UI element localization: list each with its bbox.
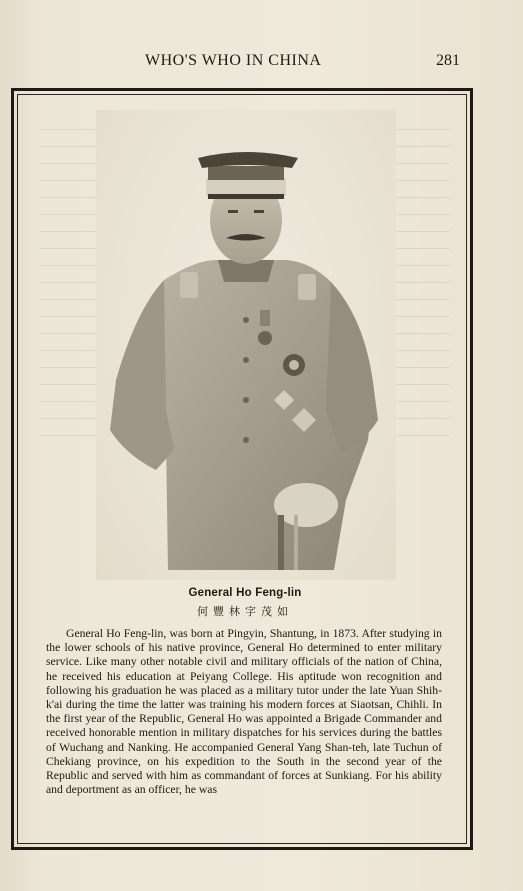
- portrait-caption: General Ho Feng-lin: [188, 587, 302, 599]
- page-number: 281: [436, 52, 460, 69]
- biography-paragraph: General Ho Feng-lin, was born at Pingyin, Shantung, in 1873. After studying in the lower schools of his native province, General Ho determined to enter military service. Like many other notable civil and military officials of the nation of China, he received his education at Peiyang College. His aptitude won recognition and following his graduation he was placed as a military tutor under the late Yuan Shih-k'ai during the time the latter was training his modern forces at Siaotsan, Chihli. In the first year of the Republic, General Ho was appointed a Brigade Commander and received honorable mention in military dispatches for his services during the battles of Wuchang and Nanking. He accompanied General Yang Shan-teh, late Tuchun of Chekiang province, on his expedition to the South in the second year of the Republic and served with him as commandant of forces at Sunkiang. For his ability and deportment as an officer, he was: [46, 627, 442, 797]
- portrait-photo: [96, 110, 396, 580]
- running-head: [0, 52, 523, 72]
- portrait-caption-chinese: 何豐林字茂如: [197, 605, 293, 618]
- running-title: WHO'S WHO IN CHINA: [145, 52, 322, 69]
- portrait-figure: [96, 110, 396, 580]
